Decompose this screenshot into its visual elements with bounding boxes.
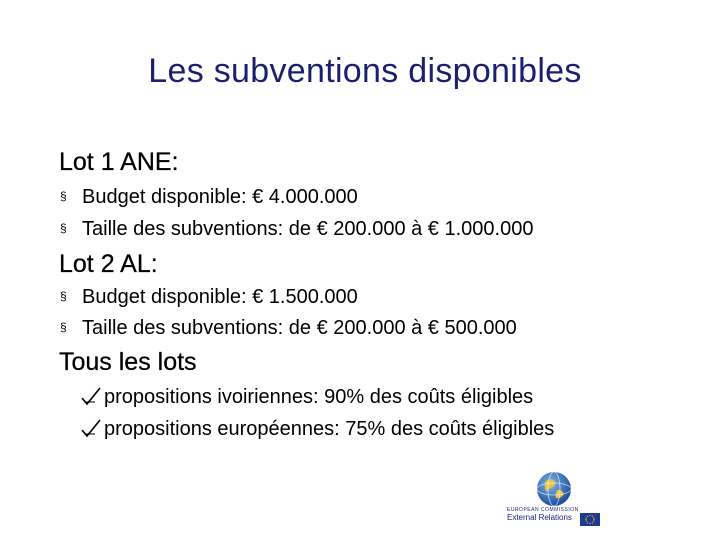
bullet-text: Budget disponible: € 1.500.000 <box>82 286 358 308</box>
list-item-text: propositions ivoiriennes: 90% des coûts éligibles <box>104 386 534 408</box>
slide-title: Les subventions disponibles <box>148 52 582 90</box>
bullet-item <box>60 186 358 209</box>
bullet-text: Taille des subventions: de € 200.000 à € 500.000 <box>82 317 517 339</box>
list-item <box>80 418 554 441</box>
list-item-text: propositions européennes: 75% des coûts éligibles <box>104 418 555 440</box>
section-heading-lot-1: Lot 1 ANE: <box>59 148 179 176</box>
bullet-item <box>60 218 533 241</box>
section-heading-all-lots: Tous les lots <box>59 348 197 376</box>
bullet-icon: § <box>60 289 67 303</box>
checkmark-icon <box>80 418 104 438</box>
bullet-icon: § <box>60 189 67 203</box>
bullet-icon: § <box>60 320 67 334</box>
eu-flag-icon <box>580 513 600 526</box>
logo-subcaption: External Relations <box>507 513 572 522</box>
section-heading-lot-2: Lot 2 AL: <box>59 250 158 278</box>
globe-icon <box>535 470 573 508</box>
list-item <box>80 386 533 409</box>
bullet-text: Taille des subventions: de € 200.000 à € 1.000.000 <box>82 218 534 240</box>
bullet-item <box>60 317 517 340</box>
european-commission-logo <box>505 470 605 530</box>
bullet-text: Budget disponible: € 4.000.000 <box>82 186 358 208</box>
logo-caption: EUROPEAN COMMISSION <box>507 507 579 513</box>
bullet-item <box>60 286 358 309</box>
bullet-icon: § <box>60 221 67 235</box>
checkmark-icon <box>80 386 104 406</box>
